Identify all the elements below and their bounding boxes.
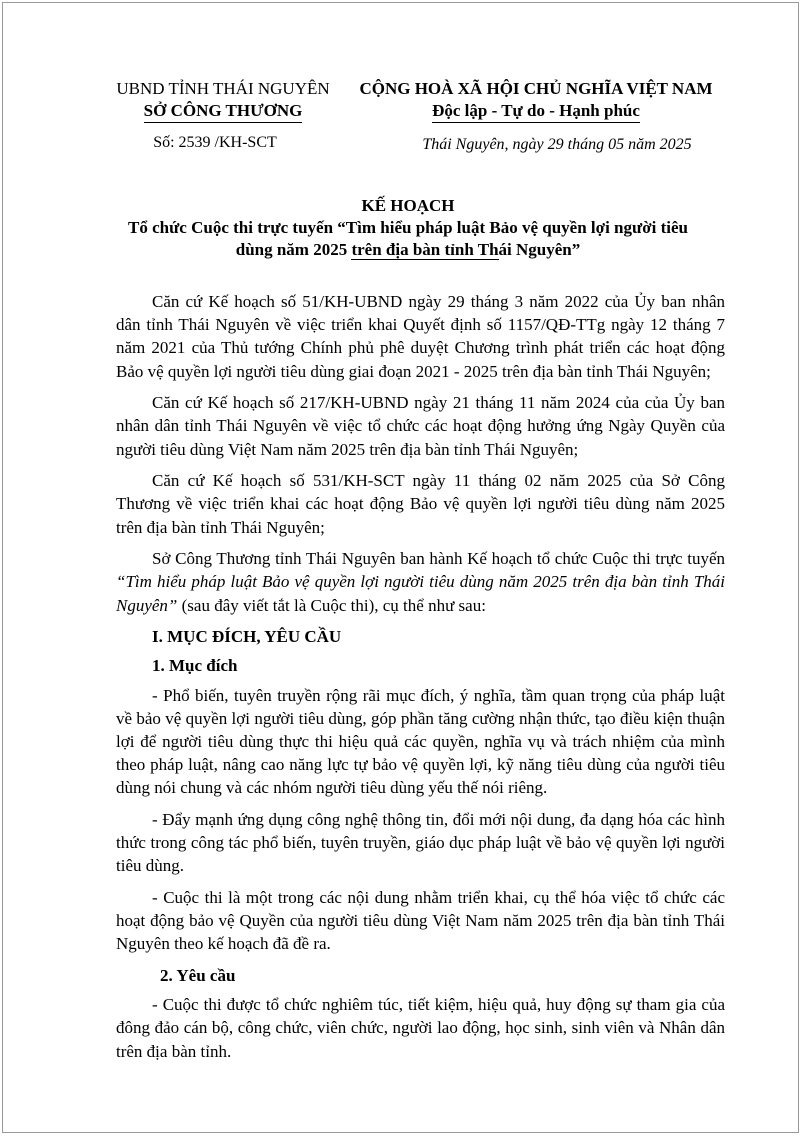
contest-name: “Tìm hiểu pháp luật Bảo vệ quyền lợi người tiêu dùng năm 2025 trên địa bàn tỉnh Thái Nguyên” — [116, 572, 725, 615]
issuance-text-c: (sau đây viết tắt là Cuộc thi), cụ thể như sau: — [177, 595, 486, 615]
subsection-heading-requirements: 2. Yêu cầu — [160, 966, 236, 986]
paragraph-purpose-2: - Đẩy mạnh ứng dụng công nghệ thông tin, đổi mới nội dung, đa dạng hóa các hình thức trong công tác phổ biến, tuyên truyền, giáo dục pháp luật về bảo vệ quyền lợi người tiêu dùng. — [116, 810, 725, 876]
motto: Độc lập - Tự do - Hạnh phúc — [432, 100, 640, 123]
paragraph-purpose-3: - Cuộc thi là một trong các nội dung nhằm triển khai, cụ thể hóa việc tổ chức các hoạt động bảo vệ Quyền của người tiêu dùng Việt Nam năm 2025 trên địa bàn tỉnh Thái Nguyên theo kế hoạch đã đề ra. — [116, 888, 725, 954]
paragraph-issuance — [116, 547, 725, 617]
agency-line1: UBND TỈNH THÁI NGUYÊN — [116, 79, 330, 98]
paragraph-basis-3: Căn cứ Kế hoạch số 531/KH-SCT ngày 11 tháng 02 năm 2025 của Sở Công Thương về việc triển khai các hoạt động Bảo vệ quyền lợi người tiêu dùng năm 2025 trên địa bàn tỉnh Thái Nguyên; — [116, 471, 725, 537]
section-heading-1: I. MỤC ĐÍCH, YÊU CẦU — [152, 627, 342, 647]
agency-line2 — [110, 100, 336, 123]
title-sub-line2-b: trên địa bàn tỉnh Th — [351, 240, 499, 259]
document-date: Thái Nguyên, ngày 29 tháng 05 năm 2025 — [422, 136, 692, 153]
issuance-text-a: Sở Công Thương tỉnh Thái Nguyên ban hành Kế hoạch tổ chức Cuộc thi trực tuyến — [152, 549, 725, 569]
document-title — [80, 195, 736, 261]
paragraph-basis-2: Căn cứ Kế hoạch số 217/KH-UBND ngày 21 tháng 11 năm 2024 của của Ủy ban nhân dân tỉnh Thái Nguyên về việc tổ chức các hoạt động hưởng ứng Ngày Quyền của người tiêu dùng Việt Nam năm 2025 trên địa bàn tỉnh Thái Nguyên; — [116, 393, 725, 459]
title-main: KẾ HOẠCH — [361, 196, 455, 215]
nation-header — [344, 78, 728, 123]
paragraph-purpose-1: - Phổ biến, tuyên truyền rộng rãi mục đích, ý nghĩa, tầm quan trọng của pháp luật về bảo vệ quyền lợi người tiêu dùng, góp phần tăng cường nhận thức, tạo điều kiện thuận lợi để người tiêu dùng thực thi hiệu quả các quyền, nghĩa vụ và trách nhiệm của mình theo pháp luật, nâng cao năng lực tự bảo vệ quyền lợi, kỹ năng tiêu dùng của người tiêu dùng nói chung và các nhóm người tiêu dùng yếu thế nói riêng. — [116, 685, 725, 798]
agency-header — [110, 78, 336, 123]
paragraph-requirement-1: - Cuộc thi được tổ chức nghiêm túc, tiết kiệm, hiệu quả, huy động sự tham gia của đông đảo cán bộ, công chức, viên chức, người lao động, học sinh, sinh viên và Nhân dân trên địa bàn tỉnh. — [116, 995, 725, 1061]
document-number: Số: 2539 /KH-SCT — [153, 134, 277, 151]
title-sub-line1: Tổ chức Cuộc thi trực tuyến “Tìm hiểu pháp luật Bảo vệ quyền lợi người tiêu — [128, 218, 688, 237]
title-sub-line2-c: ái Nguyên” — [498, 240, 581, 259]
title-sub-line2 — [80, 239, 736, 261]
document-body — [116, 290, 725, 1071]
subsection-heading-purpose: 1. Mục đích — [152, 656, 238, 676]
agency-name: SỞ CÔNG THƯƠNG — [144, 100, 303, 123]
paragraph-basis-1: Căn cứ Kế hoạch số 51/KH-UBND ngày 29 tháng 3 năm 2022 của Ủy ban nhân dân tỉnh Thái Nguyên về việc triển khai Quyết định số 1157/QĐ-TTg ngày 12 tháng 7 năm 2021 của Thủ tướng Chính phủ phê duyệt Chương trình phát triển các hoạt động Bảo vệ quyền lợi người tiêu dùng giai đoạn 2021 - 2025 trên địa bàn tỉnh Thái Nguyên; — [116, 292, 725, 381]
title-sub-line2-a: dùng năm 2025 — [235, 240, 352, 259]
nation-line1: CỘNG HOÀ XÃ HỘI CHỦ NGHĨA VIỆT NAM — [359, 79, 713, 98]
nation-line2 — [344, 100, 728, 123]
